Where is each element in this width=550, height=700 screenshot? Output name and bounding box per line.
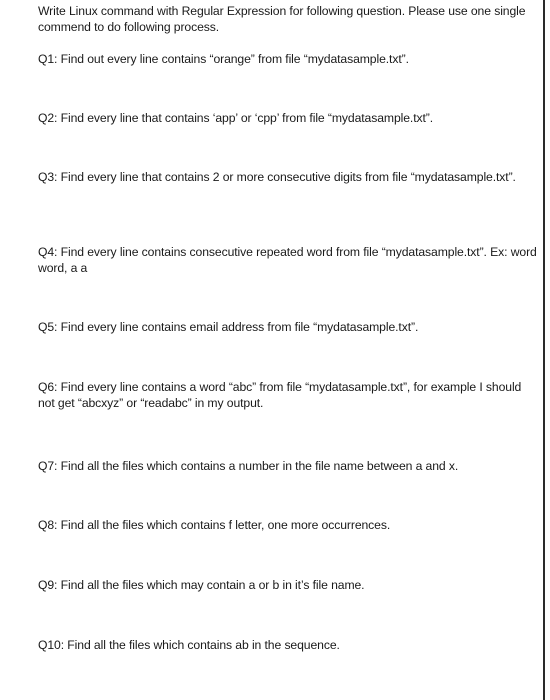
question-3: Q3: Find every line that contains 2 or more consecutive digits from file “mydatasample.txt”. (38, 170, 516, 184)
question-4: Q4: Find every line contains consecutive repeated word from file “mydatasample.txt”. Ex: word word, a a (38, 245, 537, 275)
question-7: Q7: Find all the files which contains a number in the file name between a and x. (38, 459, 459, 473)
question-6: Q6: Find every line contains a word “abc” from file “mydatasample.txt”, for example I should not get “abcxyz” or “readabc” in my output. (38, 380, 522, 410)
instructions-text: Write Linux command with Regular Expression for following question. Please use one single commend to do following process. (38, 4, 526, 34)
question-9: Q9: Find all the files which may contain a or b in it’s file name. (38, 578, 365, 592)
question-8: Q8: Find all the files which contains f letter, one more occurrences. (38, 518, 391, 532)
question-1: Q1: Find out every line contains “orange” from file “mydatasample.txt”. (38, 52, 409, 66)
question-2: Q2: Find every line that contains ‘app’ or ‘cpp’ from file “mydatasample.txt”. (38, 111, 434, 125)
question-5: Q5: Find every line contains email address from file “mydatasample.txt”. (38, 320, 419, 334)
page-edge-divider (543, 0, 545, 700)
question-10: Q10: Find all the files which contains ab in the sequence. (38, 638, 340, 652)
